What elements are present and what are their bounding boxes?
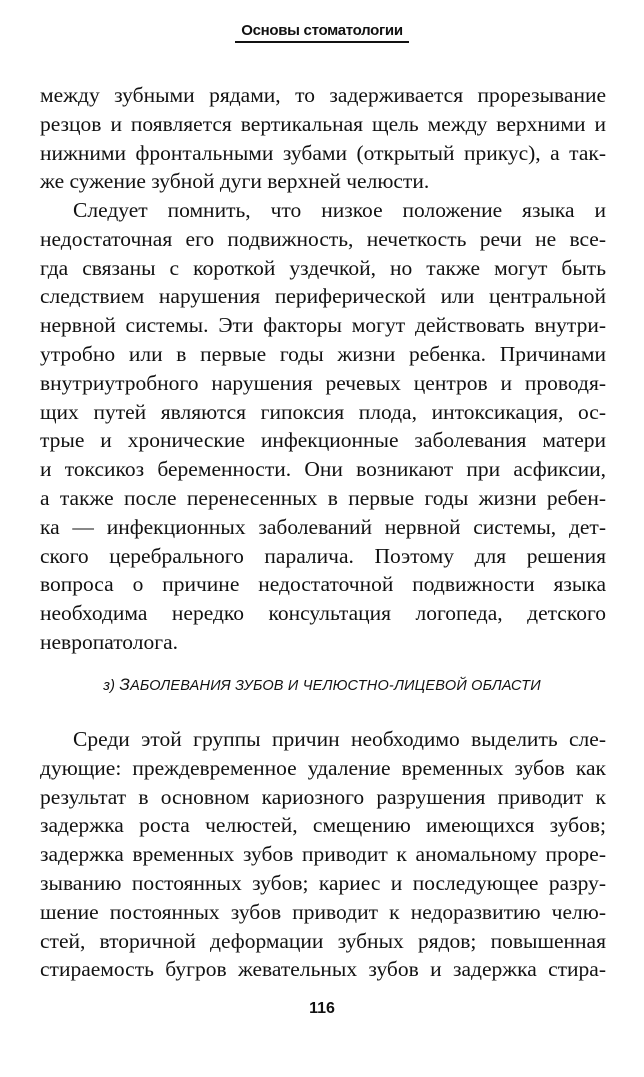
text-line: результат в основном кариозного разрушения приводит к	[40, 784, 606, 809]
text-line: необходима нередко консультация логопеда, детского	[40, 601, 606, 626]
text-line: ка — инфекционных заболеваний нервной системы, дет-	[40, 514, 606, 539]
text-line: следствием нарушения периферической или центральной	[40, 284, 606, 309]
text-line: утробно или в первые годы жизни ребенка. Причинами	[40, 341, 606, 366]
text-line: стей, вторичной деформации зубных рядов; повышенная	[40, 928, 606, 953]
text-line: стираемость бугров жевательных зубов и задержка стира-	[40, 957, 606, 982]
text-line: щих путей являются гипоксия плода, интоксикация, ос-	[40, 399, 606, 424]
section-heading-text: АБОЛЕВАНИЯ ЗУБОВ И ЧЕЛЮСТНО-ЛИЦЕВОЙ ОБЛАСТИ	[130, 678, 541, 694]
text-line: невропатолога.	[40, 629, 178, 654]
section-heading-initial: З	[119, 675, 131, 694]
text-line: между зубными рядами, то задерживается прорезывание	[40, 83, 606, 107]
text-line: гда связаны с короткой уздечкой, но также могут быть	[40, 255, 606, 280]
text-line: недостаточная его подвижность, нечеткость речи не все-	[40, 226, 606, 251]
text-line: внутриутробного нарушения речевых центров и проводя-	[40, 370, 606, 395]
text-line: резцов и появляется вертикальная щель между верхними и	[40, 111, 606, 136]
section-heading	[0, 675, 644, 695]
text-line: Следует помнить, что низкое положение языка и	[73, 198, 606, 222]
text-line: дующие: преждевременное удаление временных зубов как	[40, 755, 606, 780]
paragraph-continued	[40, 81, 606, 196]
paragraph-dental-diseases	[40, 725, 606, 984]
text-line: Среди этой группы причин необходимо выделить сле-	[73, 727, 606, 751]
paragraph-tongue-mobility	[40, 196, 606, 657]
text-line: ского церебрального паралича. Поэтому для решения	[40, 543, 606, 568]
text-line: и токсикоз беременности. Они возникают при асфиксии,	[40, 457, 606, 482]
running-head	[0, 22, 644, 43]
section-heading-prefix: з)	[103, 678, 120, 694]
text-line: вопроса о причине недостаточной подвижности языка	[40, 572, 606, 597]
text-line: задержка временных зубов приводит к аномальному проре-	[40, 842, 606, 867]
text-line: а также после перенесенных в первые годы жизни ребен-	[40, 485, 606, 510]
text-line: трые и хронические инфекционные заболевания матери	[40, 428, 606, 453]
page-number: 116	[309, 1000, 335, 1017]
text-line: же сужение зубной дуги верхней челюсти.	[40, 169, 430, 194]
text-line: нижними фронтальными зубами (открытый прикус), а так-	[40, 140, 606, 165]
running-head-title: Основы стоматологии	[235, 22, 409, 43]
text-line: шение постоянных зубов приводит к недоразвитию челю-	[40, 899, 606, 924]
text-line: задержка роста челюстей, смещению имеющихся зубов;	[40, 813, 606, 838]
text-line: нервной системы. Эти факторы могут действовать внутри-	[40, 313, 606, 338]
text-line: зыванию постоянных зубов; кариес и последующее разру-	[40, 870, 606, 895]
